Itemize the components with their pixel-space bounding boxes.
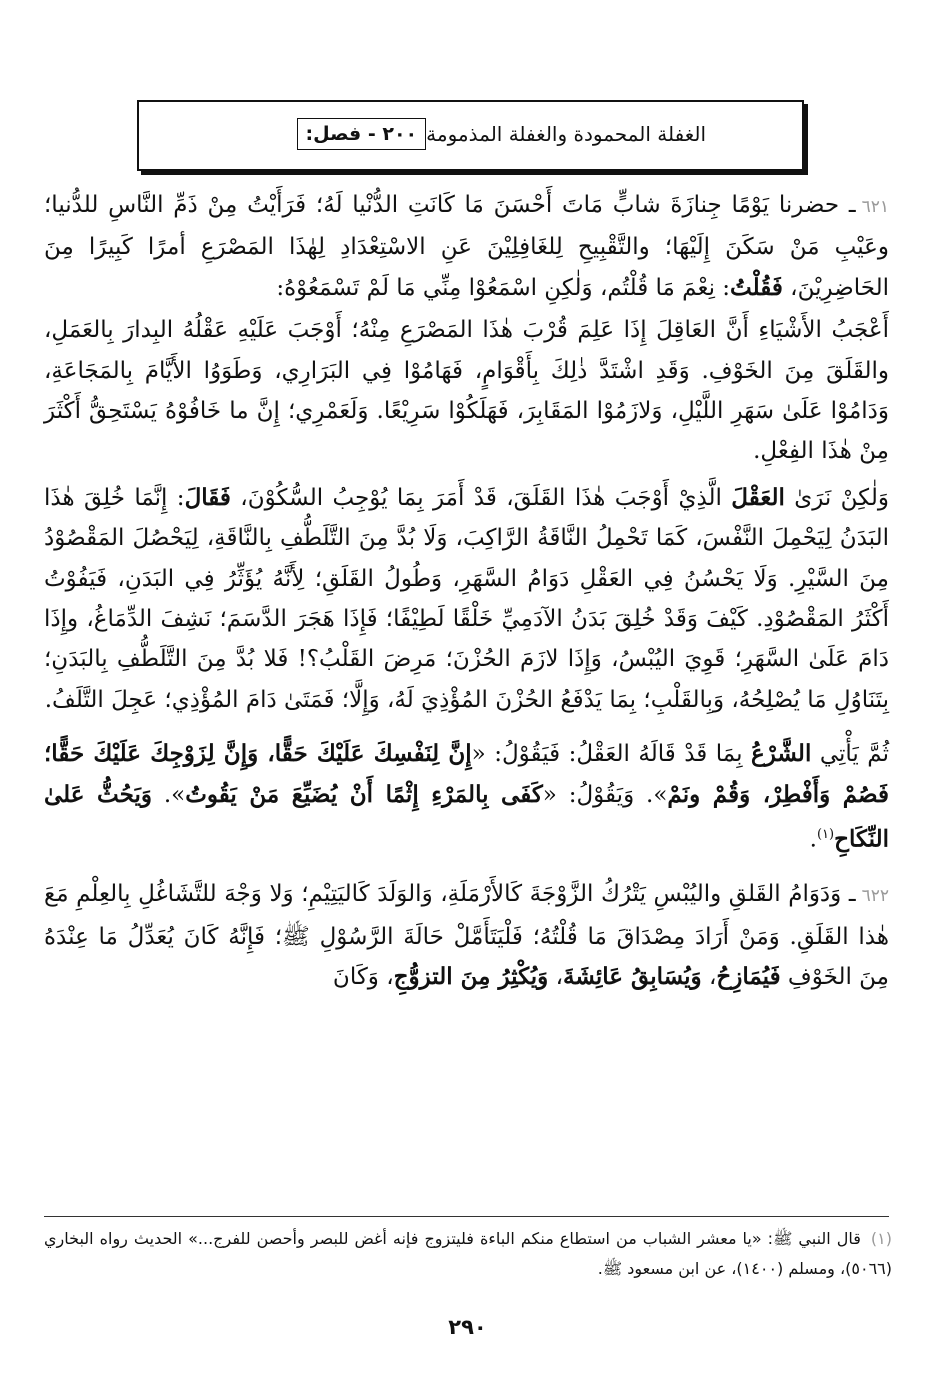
paragraph bbox=[44, 874, 889, 997]
paragraph-number: ٦٢١ bbox=[861, 197, 889, 217]
footnote-mark: (١) bbox=[870, 1229, 892, 1248]
text-segment: أَعْجَبُ الأَشْيَاءِ أَنَّ العَاقِلَ إِذَا عَلِمَ قُرْبَ هٰذَا المَصْرَعِ مِنْهُ؛ أَوْجَبَ عَلَيْهِ عَقْلُهُ البِدارَ بِالعَمَلِ، والقَلَقَ مِنَ الخَوْفِ. وَقَدِ اشْتَدَّ ذٰلِكَ بِأَقْوَامٍ، فَهَامُوْا فِي البَرَارِي، وَطَوَوُا الأَيَّامَ بِالمَجَاعَةِ، وَدَامُوْا عَلَىٰ سَهَرِ اللَّيْلِ، وَلازَمُوْا المَقَابِرَ، فَهَلَكُوْا سَرِيْعًا. وَلَعَمْرِي؛ إِنَّ ما خَافُوْهُ يَسْتَحِقُّ أَكْثَرَ مِنْ هٰذَا الفِعْلِ. bbox=[44, 317, 889, 465]
paragraph-number: ٦٢٢ bbox=[861, 886, 889, 907]
text-segment: وَلٰكِنْ نَرَىٰ bbox=[784, 484, 889, 511]
footnote-divider bbox=[44, 1216, 889, 1217]
emphasized-text: إِنَّ لِنَفْسِكَ عَلَيْكَ حَقًّا، وَإِنَّ لِزَوْجِكَ عَلَيْكَ حَقًّا؛ فَصُمْ وَأَفْطِرْ، وَقُمْ ونَمْ bbox=[44, 740, 889, 808]
chapter-header bbox=[297, 116, 712, 152]
footnote-reference: (١) bbox=[816, 827, 835, 843]
text-segment: ، وَكَانَ bbox=[332, 963, 394, 990]
emphasized-text: فَقَالَ bbox=[184, 483, 231, 511]
emphasized-text: وَيُكْثِرُ مِنَ التزوُّجِ bbox=[393, 962, 549, 990]
text-segment: ». bbox=[152, 781, 186, 808]
text-segment: : نِعْمَ مَا قُلْتُم، وَلٰكِنِ اسْمَعُوْا مِنِّي مَا لَمْ تَسْمَعُوْهُ: bbox=[276, 274, 731, 301]
emphasized-text: وَيُسَابِقُ عَائِشَةَ bbox=[563, 962, 702, 990]
emphasized-text: فَيُمَازِحُ bbox=[716, 962, 781, 990]
text-segment: ثُمَّ يَأْتِي bbox=[811, 741, 890, 768]
emphasized-text: الشَّرْعُ bbox=[751, 740, 812, 768]
emphasized-text: كَفَى بِالمَرْءِ إِثْمًا أَنْ يُضَيِّعَ مَنْ يَقُوتُ bbox=[185, 780, 543, 808]
text-segment: ، bbox=[548, 963, 564, 990]
text-segment: الَّذِيْ أَوْجَبَ هٰذَا القَلَقَ، قَدْ أَمَرَ بِمَا يُوْجِبُ السُّكُوْنَ، bbox=[230, 484, 732, 511]
text-segment: ـ وَدَوَامُ القَلقِ واليُبْسِ يَتْرُكُ الزَّوْجَةَ كَالأَرْمَلَةِ، وَالوَلَدَ كَاليَتِيْمِ؛ وَلا وَجْهَ للتَّشَاغُلِ بِالعِلْمِ مَعَ هٰذا القَلَقِ. وَمَنْ أَرَادَ مِصْدَاقَ مَا قُلْتُهُ؛ فَلْيَتَأَمَّلْ حَالَةَ الرَّسُوْلِ ﷺ؛ فَإِنَّهُ كَانَ يُعَدِّلُ مَا عِنْدَهُ مِنَ الخَوْفِ bbox=[44, 881, 889, 990]
footnote-text: قال النبي ﷺ: «يا معشر الشباب من استطاع منكم الباءة فليتزوج فإنه أغض للبصر وأحصن للفرج...» الحديث رواه البخاري (٥٠٦٦)، ومسلم (١٤٠٠)، عن ابن مسعود ﷺ. bbox=[44, 1229, 892, 1278]
paragraph bbox=[44, 478, 889, 720]
emphasized-text: وَيَحُثُّ عَلىٰ النِّكَاحِ bbox=[44, 780, 889, 853]
emphasized-text: فَقُلْتُ bbox=[730, 273, 783, 301]
paragraph bbox=[44, 185, 889, 308]
text-segment: ». وَيَقُوْلُ: « bbox=[542, 781, 668, 808]
footnote bbox=[44, 1224, 892, 1284]
paragraph bbox=[44, 310, 889, 472]
page-number: ٢٩٠ bbox=[448, 1315, 487, 1339]
text-segment: ، bbox=[701, 963, 717, 990]
paragraph bbox=[44, 734, 889, 860]
emphasized-text: العَقْلَ bbox=[731, 483, 785, 511]
chapter-number: ٢٠٠ - فصل: bbox=[297, 118, 427, 150]
chapter-header-box bbox=[137, 100, 804, 171]
text-segment: ـ حضرنا يَوْمًا جِنازَةَ شابٍّ مَاتَ أَحْسَنَ مَا كَانَتِ الدُّنْيا لَهُ؛ فَرَأَيْتُ مِنْ ذَمِّ النَّاسِ للدُّنيا؛ وعَيْبِ مَنْ سَكَنَ إِلَيْهَا؛ والتَّقْبِيحِ لِلغَافِلِيْنَ عَنِ الاسْتِعْدَادِ لِهٰذَا المَصْرَعِ أمرًا كَبِيرًا مِنَ الحَاضِرِيْنَ، bbox=[44, 192, 889, 301]
text-segment: بِمَا قَدْ قَالَهُ العَقْلُ: فَيَقُوْلُ: « bbox=[471, 741, 751, 768]
chapter-title: الغفلة المحمودة والغفلة المذمومة bbox=[426, 122, 706, 146]
text-segment: : إِنَّمَا خُلِقَ هٰذَا البَدَنُ لِيَحْمِلَ النَّفْسَ، كَمَا تَحْمِلُ النَّاقَةُ الرَّاكِبَ، وَلَا بُدَّ مِنَ التَّلَطُّفِ بِالنَّاقَةِ، لِيَحْصُلَ المَقْصُوْدُ مِنَ السَّيْرِ. وَلَا يَحْسُنُ فِي العَقْلِ دَوَامُ السَّهَرِ، وَطُولُ القَلَقِ؛ لِأَنَّهُ يُؤَثِّرُ فِي البَدَنِ، فَيَفُوْتُ أَكْثَرُ المَقْصُوْدِ. كَيْفَ وَقَدْ خُلِقَ بَدَنُ الآدَمِيِّ خَلْقًا لَطِيْفًا؛ فَإِذَا هَجَرَ الدَّسَمَ؛ نَشِفَ الدِّمَاغُ، وإِذَا دَامَ عَلَىٰ السَّهَرِ؛ قَوِيَ اليُبْسُ، وَإِذَا لازَمَ الحُزْنَ؛ مَرِضَ القَلْبُ؟! فَلا بُدَّ مِنَ التَّلَطُّفِ بِالبَدَنِ؛ بِتَنَاوُلِ مَا يُصْلِحُهُ، وَبِالقَلْبِ؛ بِمَا يَدْفَعُ الحُزْنَ المُؤْذِيَ لَهُ، وَإِلَّا؛ فَمَتَىٰ دَامَ المُؤْذِي؛ عَجِلَ التَّلَفُ. bbox=[44, 484, 889, 713]
body-text bbox=[44, 185, 889, 999]
text-segment: . bbox=[809, 826, 817, 853]
